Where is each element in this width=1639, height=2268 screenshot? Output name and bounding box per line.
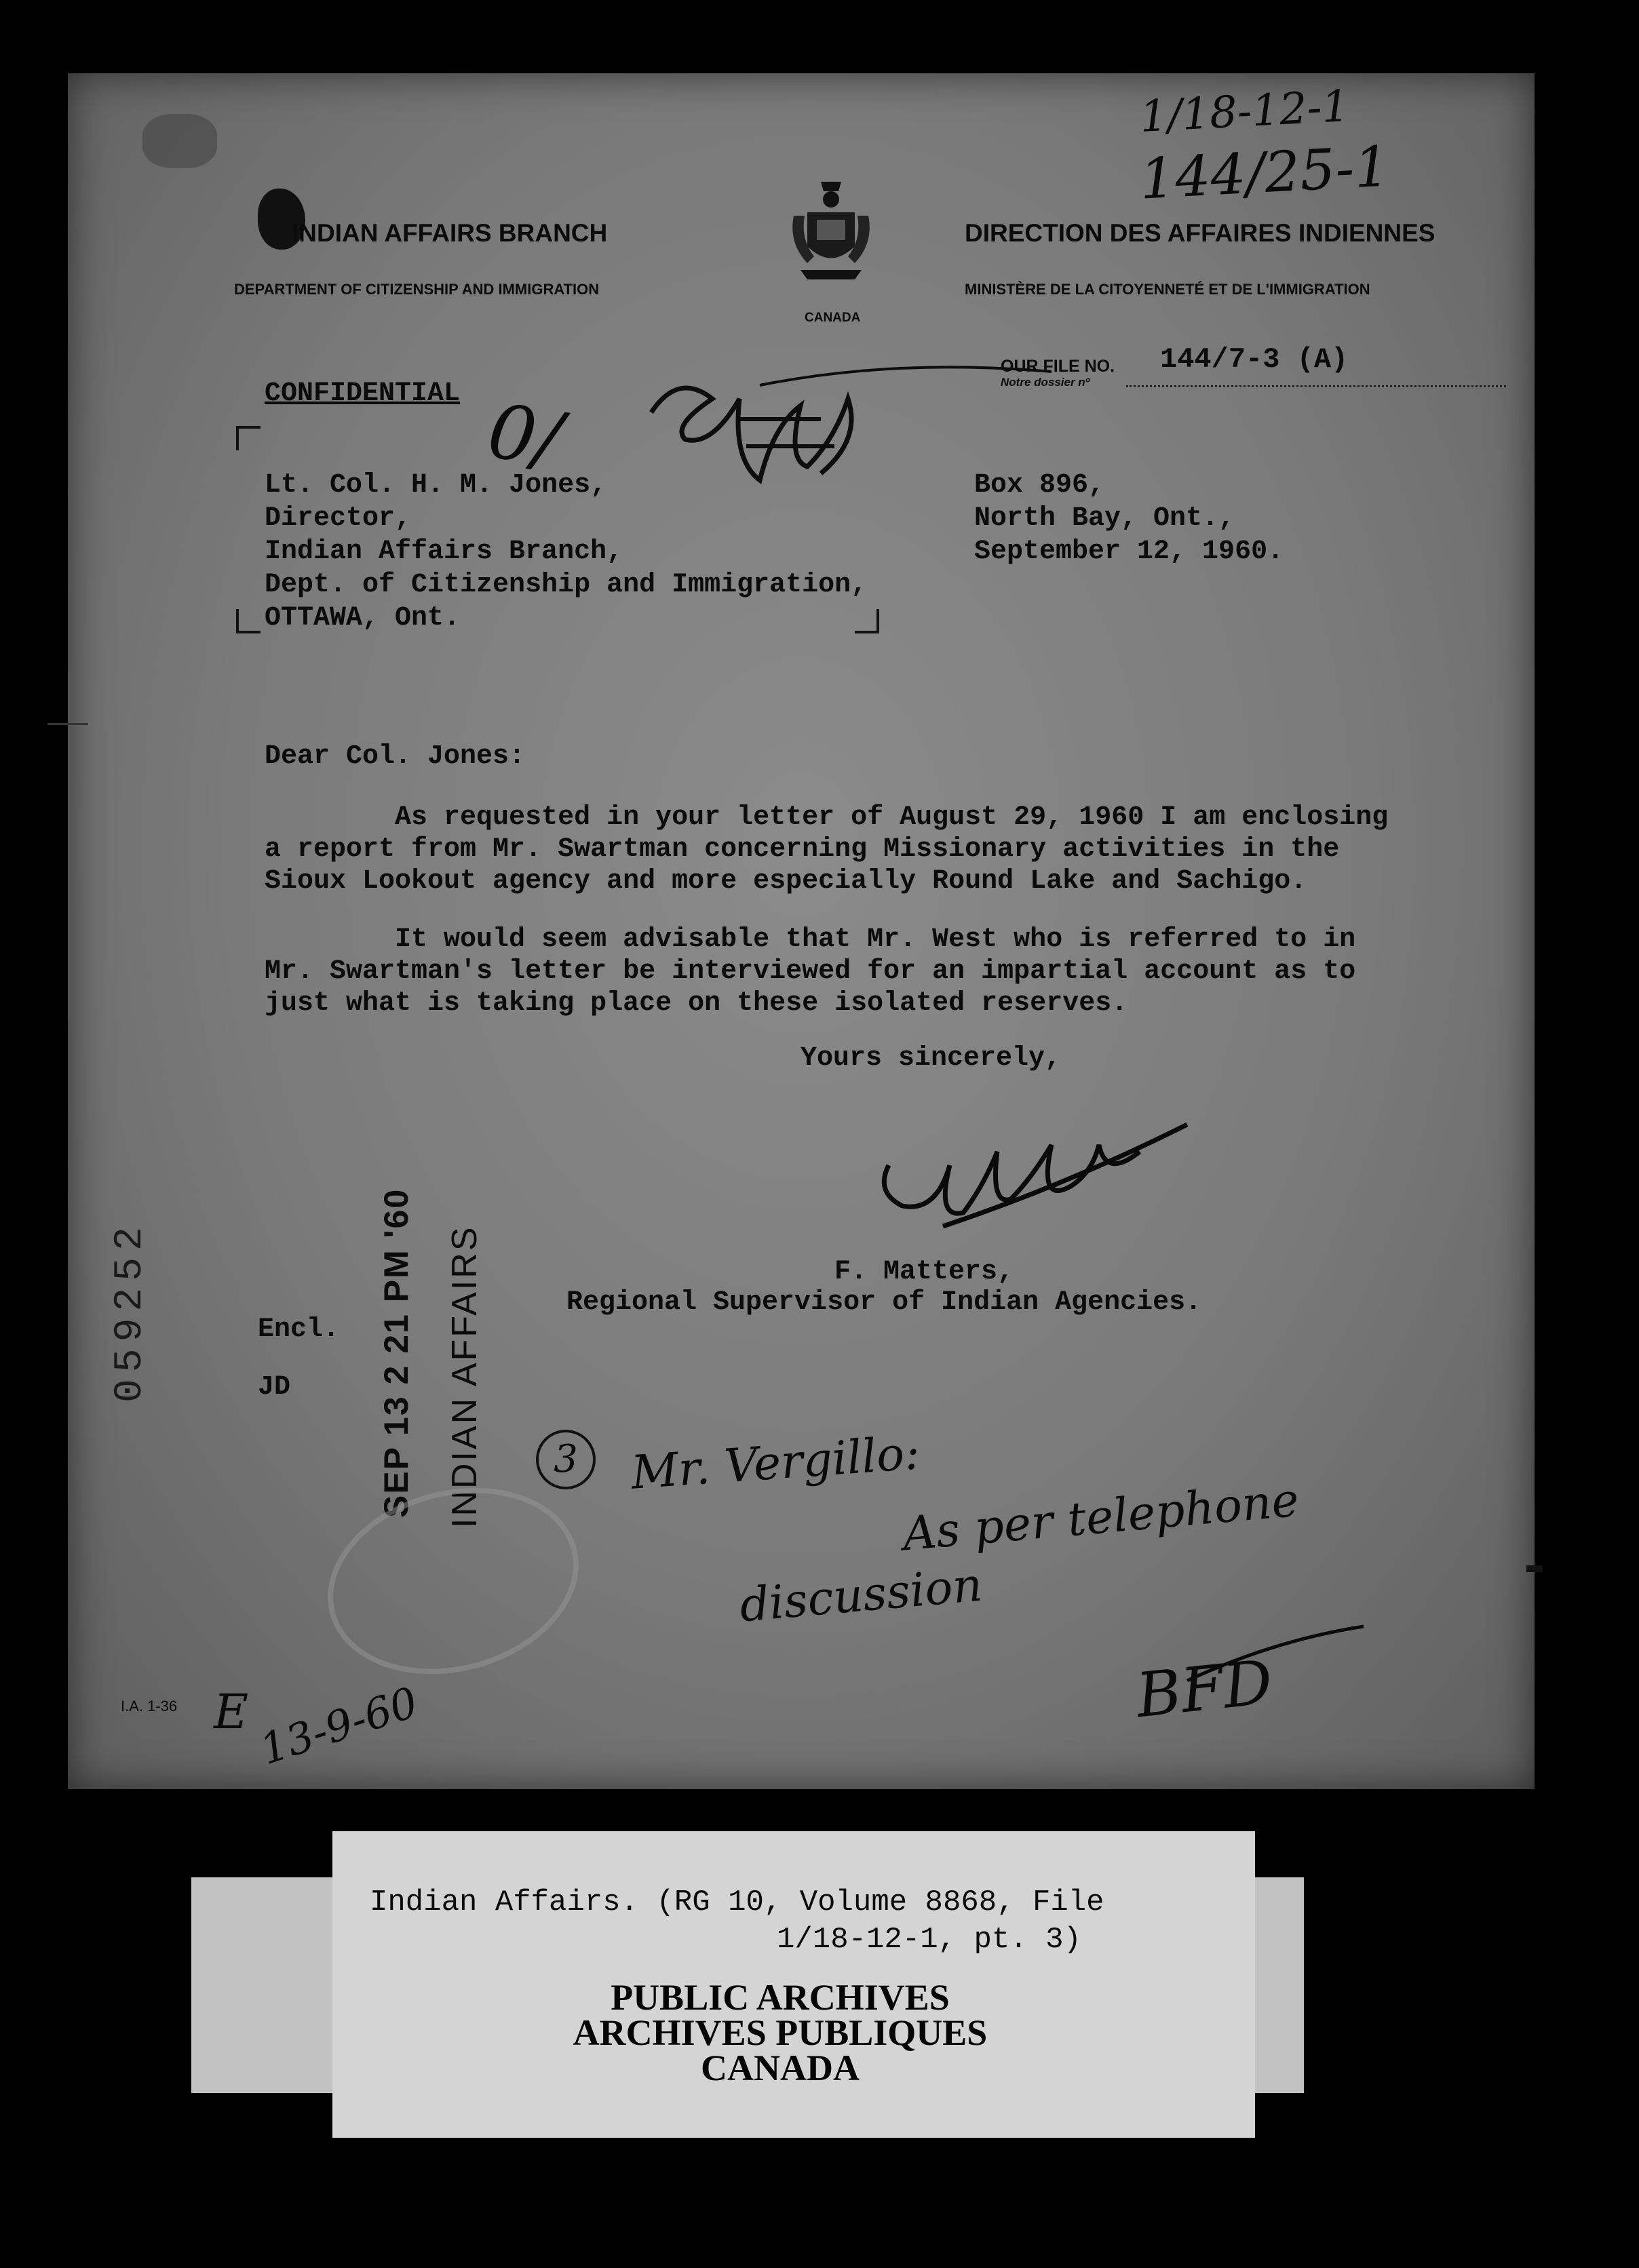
signature-icon xyxy=(862,1091,1201,1247)
body-line: Sioux Lookout agency and more especially Round Lake and Sachigo. xyxy=(265,866,1307,897)
salutation: Dear Col. Jones: xyxy=(265,741,526,772)
body-line: It would seem advisable that Mr. West who is referred to in xyxy=(265,924,1356,955)
sender-line: Box 896, xyxy=(974,470,1105,501)
handwritten-note-line-1: Mr. Vergillo: xyxy=(629,1426,922,1500)
form-number: I.A. 1-36 xyxy=(121,1698,178,1715)
coat-of-arms-icon xyxy=(787,175,875,290)
enclosure-note: Encl. xyxy=(258,1314,340,1345)
recipient-line: Indian Affairs Branch, xyxy=(265,536,623,567)
confidential-heading: CONFIDENTIAL xyxy=(265,378,461,409)
archive-stamp-line-2: ARCHIVES PUBLIQUES xyxy=(573,2012,988,2053)
archive-citation-line-2: 1/18-12-1, pt. 3) xyxy=(777,1923,1081,1957)
serial-number-stamp: 059252 xyxy=(109,1220,153,1403)
signatory-name: F. Matters, xyxy=(834,1257,1014,1287)
file-number-label: OUR FILE NO. xyxy=(1001,357,1115,376)
recipient-line: Dept. of Citizenship and Immigration, xyxy=(265,570,868,600)
address-bracket-top-left xyxy=(236,426,261,450)
recipient-line: Lt. Col. H. M. Jones, xyxy=(265,470,607,501)
body-line: Mr. Swartman's letter be interviewed for an impartial account as to xyxy=(265,956,1356,987)
received-date-stamp: SEP 13 2 21 PM '60 xyxy=(377,1188,415,1518)
right-edge-mark xyxy=(1526,1565,1543,1572)
note-initials-stroke xyxy=(1180,1620,1370,1687)
letterhead-left-subtitle: DEPARTMENT OF CITIZENSHIP AND IMMIGRATION xyxy=(234,281,600,298)
corner-smudge xyxy=(142,114,217,168)
handwritten-file-ref-2: 144/25-1 xyxy=(1138,134,1391,212)
address-bracket-bottom-left xyxy=(236,609,261,633)
letterhead-right-title: DIRECTION DES AFFAIRES INDIENNES xyxy=(965,219,1435,247)
letter-sheet xyxy=(68,73,1535,1789)
paragraph-2 xyxy=(265,924,1355,1019)
recipient-line: OTTAWA, Ont. xyxy=(265,603,461,633)
file-number-label-fr: Notre dossier nº xyxy=(1001,376,1090,389)
recipient-line: Director, xyxy=(265,503,412,534)
handwritten-note-initials: BFD xyxy=(1133,1646,1276,1732)
handwritten-date-mark: E xyxy=(214,1684,249,1740)
sender-line: September 12, 1960. xyxy=(974,536,1284,567)
faint-circular-stamp xyxy=(307,1461,600,1701)
file-number-dotted-line xyxy=(1126,385,1506,387)
archive-stamp-line-1: PUBLIC ARCHIVES xyxy=(611,1977,950,2018)
paragraph-1 xyxy=(265,802,1388,897)
note-number: 3 xyxy=(554,1437,578,1481)
letterhead-right-subtitle: MINISTÈRE DE LA CITOYENNETÉ ET DE L'IMMIGRATION xyxy=(965,281,1370,298)
body-line: just what is taking place on these isolated reserves. xyxy=(265,988,1128,1019)
margin-tick xyxy=(47,723,88,725)
recipient-address xyxy=(265,470,867,633)
body-line: a report from Mr. Swartman concerning Missionary activities in the xyxy=(265,834,1340,865)
typist-initials: JD xyxy=(258,1372,291,1403)
letterhead-country: CANADA xyxy=(805,311,861,325)
sender-address xyxy=(974,470,1284,567)
sender-line: North Bay, Ont., xyxy=(974,503,1235,534)
file-number: 144/7-3 (A) xyxy=(1160,343,1349,376)
letterhead-left-title: INDIAN AFFAIRS BRANCH xyxy=(292,219,608,247)
handwritten-note-line-3: discussion xyxy=(737,1558,985,1633)
handwritten-file-ref-1: 1/18-12-1 xyxy=(1138,81,1351,143)
archive-stamp-line-3: CANADA xyxy=(701,2048,860,2088)
closing: Yours sincerely, xyxy=(801,1043,1062,1074)
signatory-title: Regional Supervisor of Indian Agencies. xyxy=(566,1287,1202,1318)
handwritten-date: 13-9-60 xyxy=(254,1677,424,1775)
archive-citation-line-1: Indian Affairs. (RG 10, Volume 8868, File xyxy=(370,1885,1104,1919)
body-line: As requested in your letter of August 29, 1960 I am enclosing xyxy=(265,802,1389,833)
note-number-circle xyxy=(536,1430,596,1489)
handwritten-zero-mark: 0/ xyxy=(482,387,567,484)
received-org-stamp: INDIAN AFFAIRS xyxy=(445,1225,484,1528)
handwritten-note-line-2: As per telephone xyxy=(900,1473,1301,1562)
